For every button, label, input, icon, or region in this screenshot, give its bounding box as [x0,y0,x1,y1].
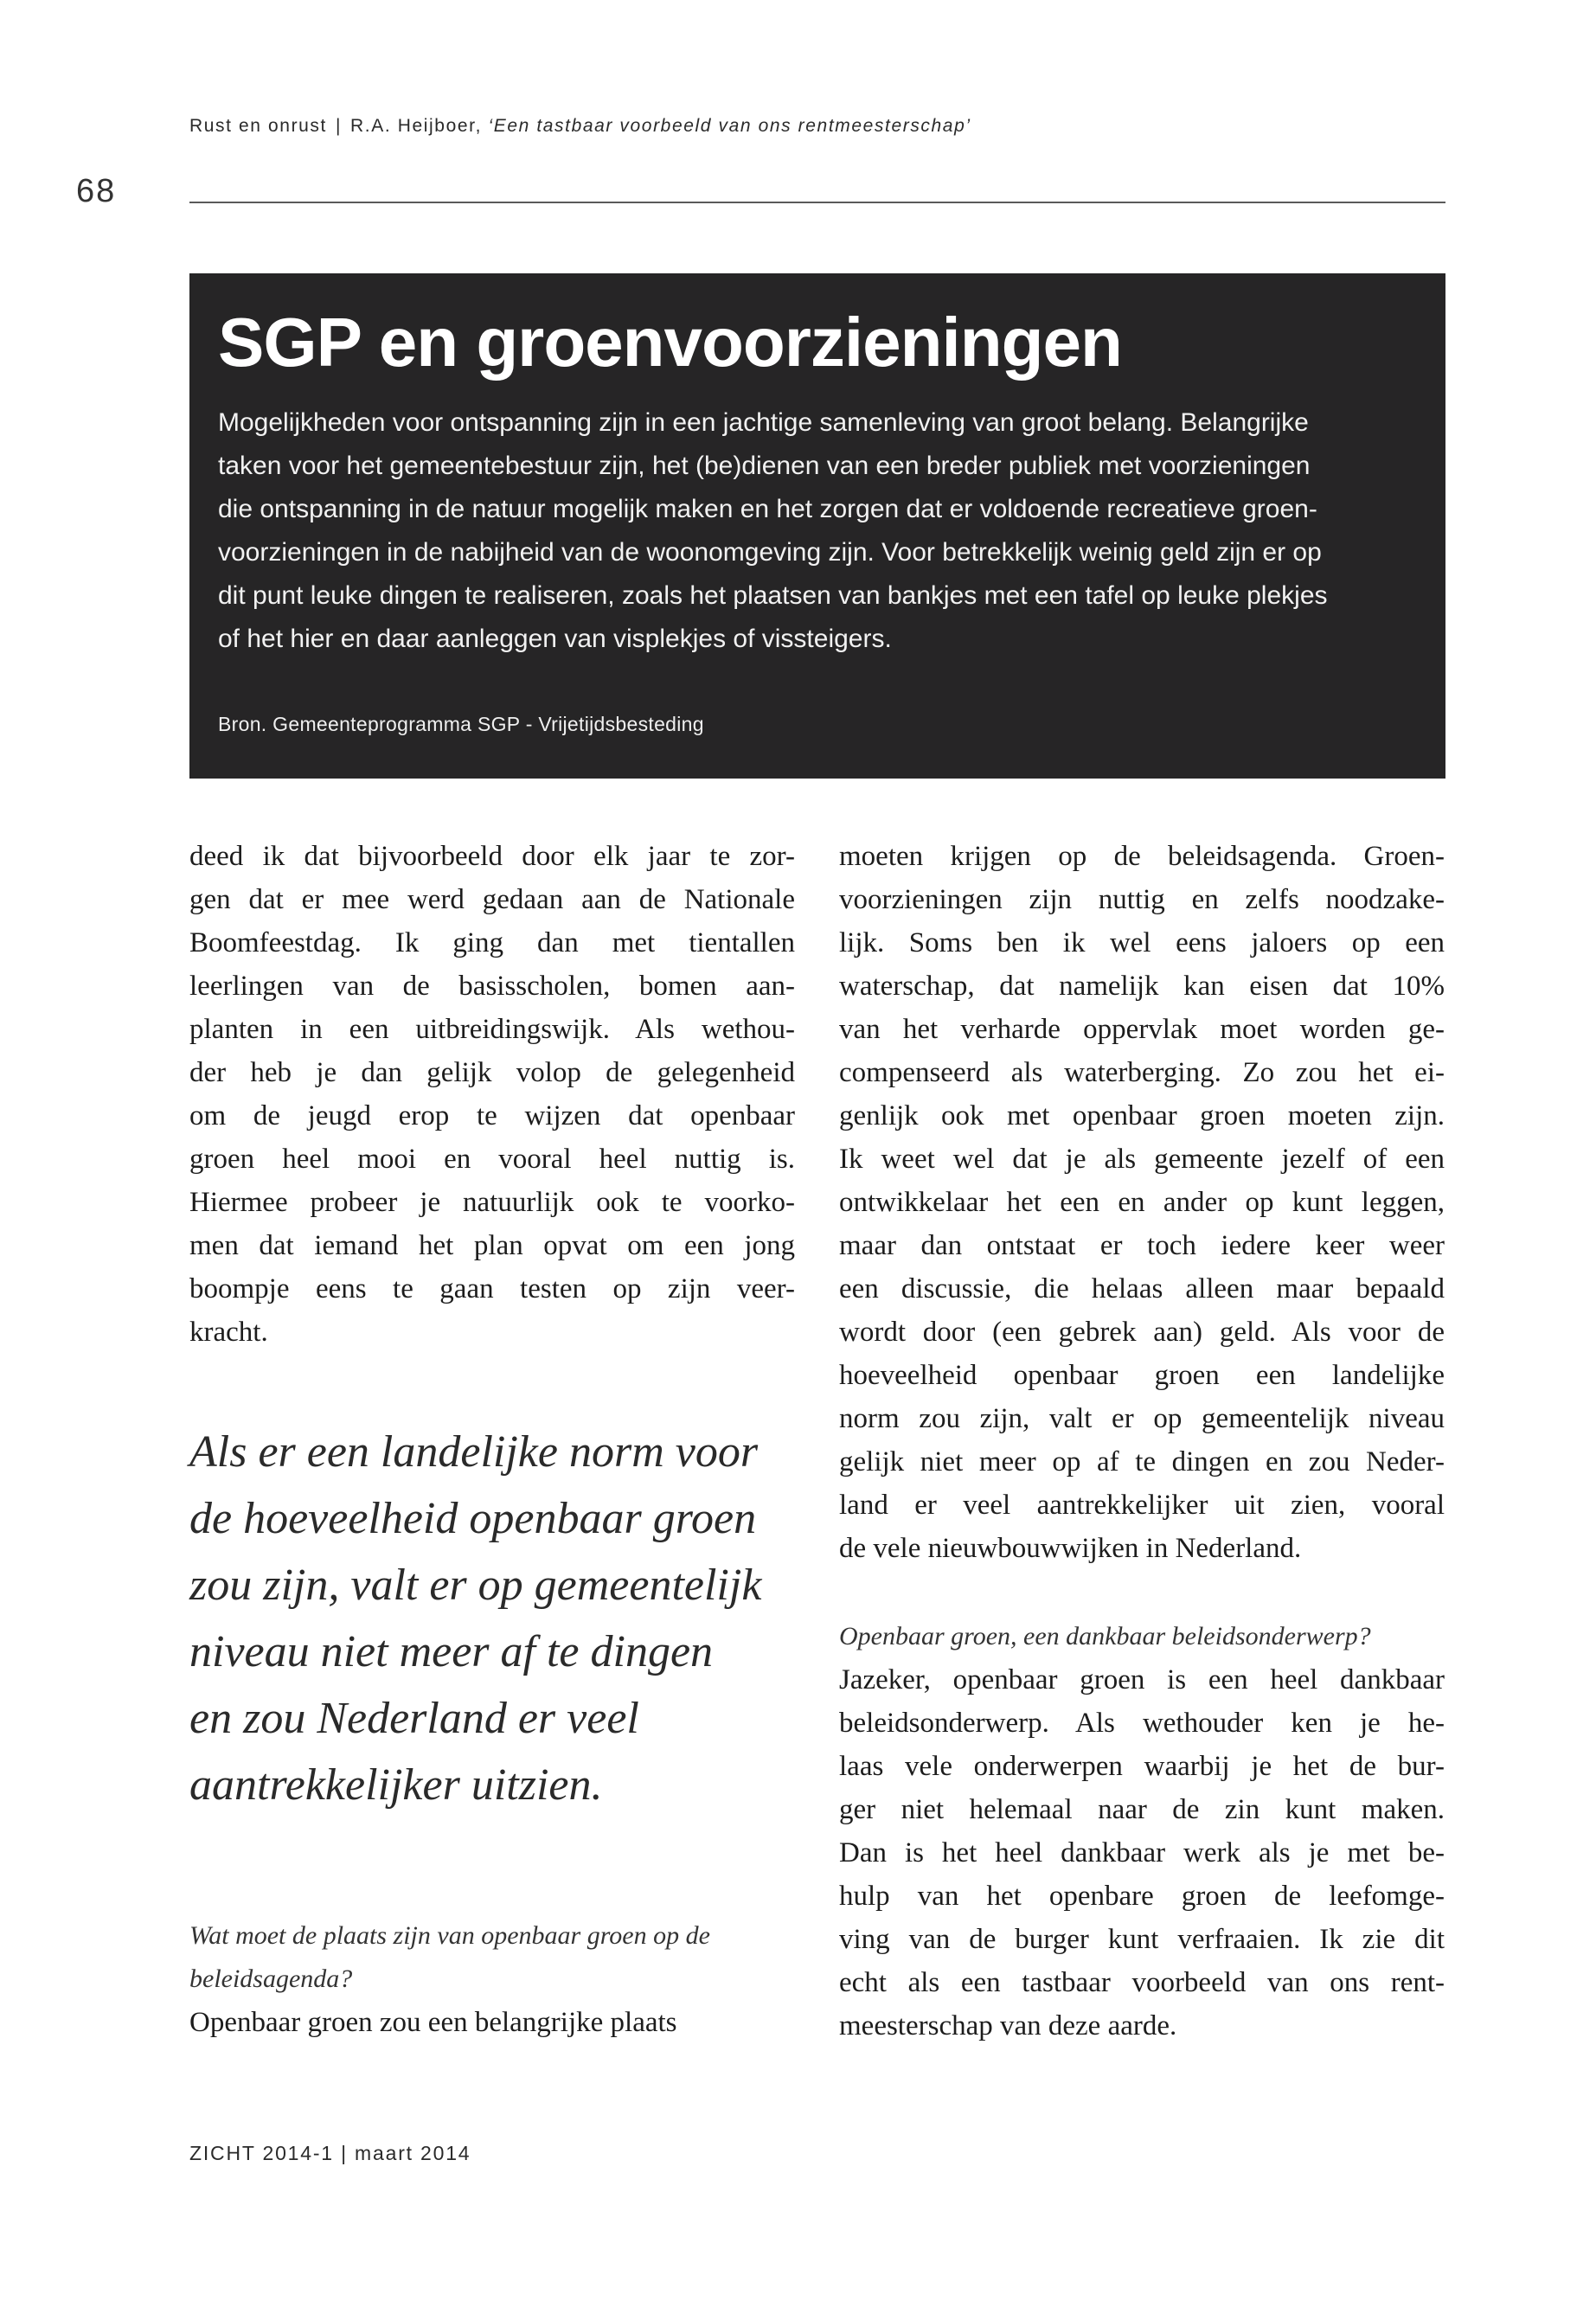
publication-name: Rust en onrust [189,116,327,136]
text-line: een discussie, die helaas alleen maar bepaald [839,1273,1445,1304]
text-line: ontwikkelaar het een en ander op kunt leggen, [839,1187,1445,1218]
interview-answer [189,2001,812,2044]
interview-answer [839,1658,1445,2048]
question-line: beleidsagenda? [189,1965,353,1993]
pull-quote-line: de hoeveelheid openbaar groen [189,1494,757,1543]
left-column-paragraph [189,835,795,1354]
text-line: laas vele onderwerpen waarbij je het de bur- [839,1751,1445,1782]
text-line: waterschap, dat namelijk kan eisen dat 10% [839,971,1445,1002]
box-title: SGP en groenvoorzieningen [218,304,1122,381]
text-line: Boomfeestdag. Ik ging dan met tientallen [189,927,795,958]
text-line: van het verharde oppervlak moet worden ge- [839,1014,1445,1045]
text-line: genlijk ook met openbaar groen moeten zijn. [839,1100,1445,1131]
text-line: echt als een tastbaar voorbeeld van ons rent- [839,1967,1445,1998]
author-name: R.A. Heijboer, [350,116,483,136]
box-source: Bron. Gemeenteprogramma SGP - Vrijetijdsbesteding [218,713,704,735]
question-line: Openbaar groen, een dankbaar beleidsonderwerp? [839,1622,1371,1650]
text-line: Jazeker, openbaar groen is een heel dankbaar [839,1664,1445,1695]
text-line: voorzieningen zijn nuttig en zelfs noodzake- [839,884,1445,915]
text-line: ving van de burger kunt verfraaien. Ik zie dit [839,1924,1445,1955]
pull-quote-line: niveau niet meer af te dingen [189,1627,714,1676]
text-line: de vele nieuwbouwwijken in Nederland. [839,1533,1302,1564]
text-line: leerlingen van de basisscholen, bomen aan- [189,971,795,1002]
pull-quote-line: en zou Nederland er veel [189,1694,639,1743]
interview-question [189,1914,812,2001]
text-line: gelijk niet meer op af te dingen en zou Neder- [839,1446,1445,1477]
page-number: 68 [76,173,117,209]
box-body [218,401,1411,661]
pull-quote-line: Als er een landelijke norm voor [189,1427,759,1477]
question-line: Wat moet de plaats zijn van openbaar groen op de [189,1921,710,1950]
separator: | [335,116,343,136]
text-line: der heb je dan gelijk volop de gelegenheid [189,1057,795,1088]
right-question-block [839,1615,1445,2048]
text-line: wordt door (een gebrek aan) geld. Als voor de [839,1317,1445,1348]
footer-issue: ZICHT 2014-1 | maart 2014 [189,2142,471,2164]
text-line: land er veel aantrekkelijker uit zien, vooral [839,1490,1445,1521]
text-line: meesterschap van deze aarde. [839,2010,1177,2041]
left-question-block [189,1914,812,2044]
pull-quote-line: aantrekkelijker uitzien. [189,1760,603,1810]
text-line: hoeveelheid openbaar groen een landelijke [839,1360,1445,1391]
text-line: men dat iemand het plan opvat om een jong [189,1230,795,1261]
pull-quote-line: zou zijn, valt er op gemeentelijk [189,1561,762,1610]
text-line: om de jeugd erop te wijzen dat openbaar [189,1100,795,1131]
text-line: lijk. Soms ben ik wel eens jaloers op een [839,927,1445,958]
text-line: maar dan ontstaat er toch iedere keer weer [839,1230,1445,1261]
text-line: Ik weet wel dat je als gemeente jezelf of een [839,1144,1445,1175]
text-line: Openbaar groen zou een belangrijke plaats [189,2007,677,2038]
box-line: of het hier en daar aanleggen van visplekjes of vissteigers. [218,625,892,653]
text-line: beleidsonderwerp. Als wethouder ken je he- [839,1708,1445,1739]
box-line: Mogelijkheden voor ontspanning zijn in een jachtige samenleving van groot belang. Belangrijke [218,408,1309,437]
box-line: die ontspanning in de natuur mogelijk maken en het zorgen dat er voldoende recreatieve groen- [218,495,1317,523]
box-line: dit punt leuke dingen te realiseren, zoals het plaatsen van bankjes met een tafel op leuke plekjes [218,581,1328,610]
text-line: groen heel mooi en vooral heel nuttig is. [189,1144,795,1175]
text-line: kracht. [189,1317,268,1348]
article-title: ‘Een tastbaar voorbeeld van ons rentmeesterschap’ [488,116,971,136]
right-column-paragraph [839,835,1445,1570]
text-line: moeten krijgen op de beleidsagenda. Groen- [839,841,1445,872]
interview-question [839,1615,1445,1658]
text-line: ger niet helemaal naar de zin kunt maken. [839,1794,1445,1825]
text-line: deed ik dat bijvoorbeeld door elk jaar te zor- [189,841,795,872]
text-line: gen dat er mee werd gedaan aan de Nationale [189,884,795,915]
text-line: planten in een uitbreidingswijk. Als wethou- [189,1014,795,1045]
text-line: Hiermee probeer je natuurlijk ook te voorko- [189,1187,795,1218]
text-line: boompje eens te gaan testen op zijn veer- [189,1273,795,1304]
box-line: taken voor het gemeentebestuur zijn, het (be)dienen van een breder publiek met voorzieningen [218,452,1311,480]
header-divider [189,202,1445,203]
text-line: hulp van het openbare groen de leefomge- [839,1881,1445,1912]
text-line: Dan is het heel dankbaar werk als je met be- [839,1837,1445,1868]
pull-quote [189,1419,812,1818]
text-line: norm zou zijn, valt er op gemeentelijk niveau [839,1403,1445,1434]
running-head [189,116,971,137]
text-line: compenseerd als waterberging. Zo zou het ei- [839,1057,1445,1088]
info-box [189,273,1445,779]
box-line: voorzieningen in de nabijheid van de woonomgeving zijn. Voor betrekkelijk weinig geld zijn er op [218,538,1322,567]
